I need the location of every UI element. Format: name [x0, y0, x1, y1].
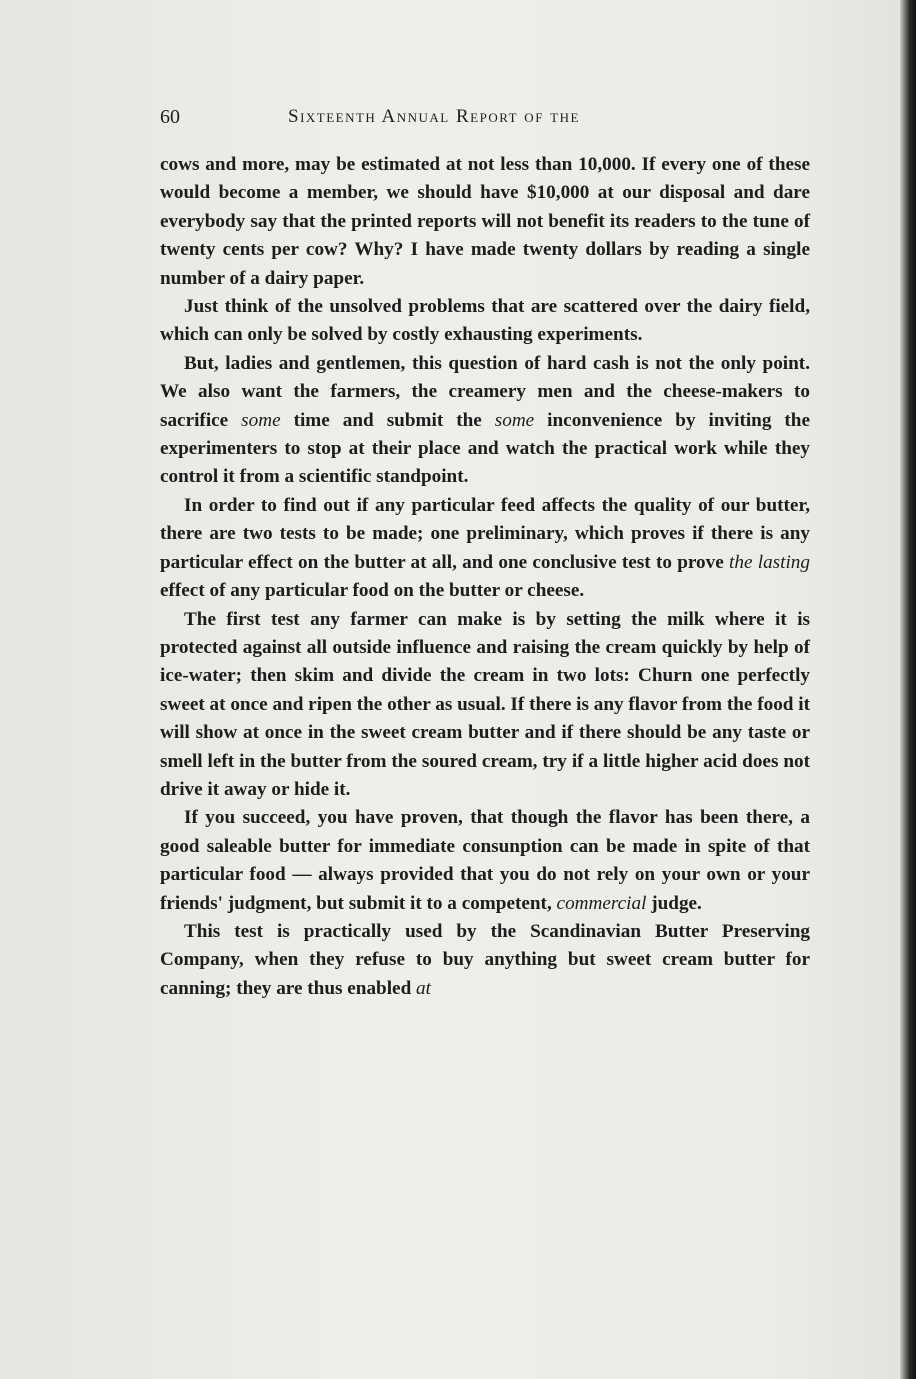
paragraph-5: The first test any farmer can make is by setting the milk where it is protected against all outside influence and raising the cream quickly by help of ice-water; then skim and divide the cream in two lots: Churn one perfectly sweet at once and ripen the other as usual. If there is any flavor from the food it will show at once in the sweet cream butter and if there should be any taste or smell left in the butter from the soured cream, try if a little higher acid does not drive it away or hide it. — [160, 608, 810, 800]
paragraph-3 — [160, 350, 810, 492]
paragraph-3-part-a: But, ladies and gentlemen, this question of hard cash is not the only point. We also want the farmers, the creamery men and the cheese-makers to sacrifice — [160, 352, 810, 431]
paragraph-4-part-b: effect of any particular food on the butter or cheese. — [160, 580, 585, 602]
paragraph-3-part-b: time and submit the — [280, 409, 495, 431]
running-head: Sixteenth Annual Report of the — [288, 106, 580, 127]
page-number: 60 — [160, 106, 180, 128]
body-text — [160, 151, 810, 1003]
paragraph-3-part-c: inconvenience by inviting the experimenters to stop at their place and watch the practical work while they control it from a scientific standpoint. — [160, 409, 810, 488]
paragraph-6-emphasis: commercial — [556, 892, 647, 914]
paragraph-6-part-a: If you succeed, you have proven, that though the flavor has been there, a good saleable butter for immediate consunption can be made in spite of that particular food — always provided that you do not rely on your own or your friends' judgment, but submit it to a competent, — [160, 807, 810, 914]
page-header — [160, 106, 810, 136]
paragraph-6 — [160, 804, 810, 918]
paragraph-7-part-a: This test is practically used by the Scandinavian Butter Preserving Company, when they refuse to buy anything but sweet cream butter for canning; they are thus enabled — [160, 920, 810, 999]
paragraph-7 — [160, 918, 810, 1003]
paragraph-2: Just think of the unsolved problems that are scattered over the dairy field, which can only be solved by costly exhausting experiments. — [160, 296, 810, 346]
paragraph-6-part-b: judge. — [646, 892, 702, 914]
paragraph-1: cows and more, may be estimated at not less than 10,000. If every one of these would become a member, we should have $10,000 at our disposal and dare everybody say that the printed reports will not benefit its readers to the tune of twenty cents per cow? Why? I have made twenty dollars by reading a single number of a dairy paper. — [160, 154, 810, 289]
paragraph-4 — [160, 492, 810, 606]
binding-edge — [900, 0, 916, 1379]
paragraph-3-emphasis-1: some — [241, 409, 281, 431]
paragraph-4-part-a: In order to find out if any particular feed affects the quality of our butter, there are two tests to be made; one preliminary, which proves if there is any particular effect on the butter at all, and one conclusive test to prove — [160, 494, 810, 573]
paragraph-4-emphasis: the lasting — [729, 551, 810, 573]
paragraph-3-emphasis-2: some — [494, 409, 535, 431]
paragraph-7-emphasis: at — [416, 977, 431, 999]
